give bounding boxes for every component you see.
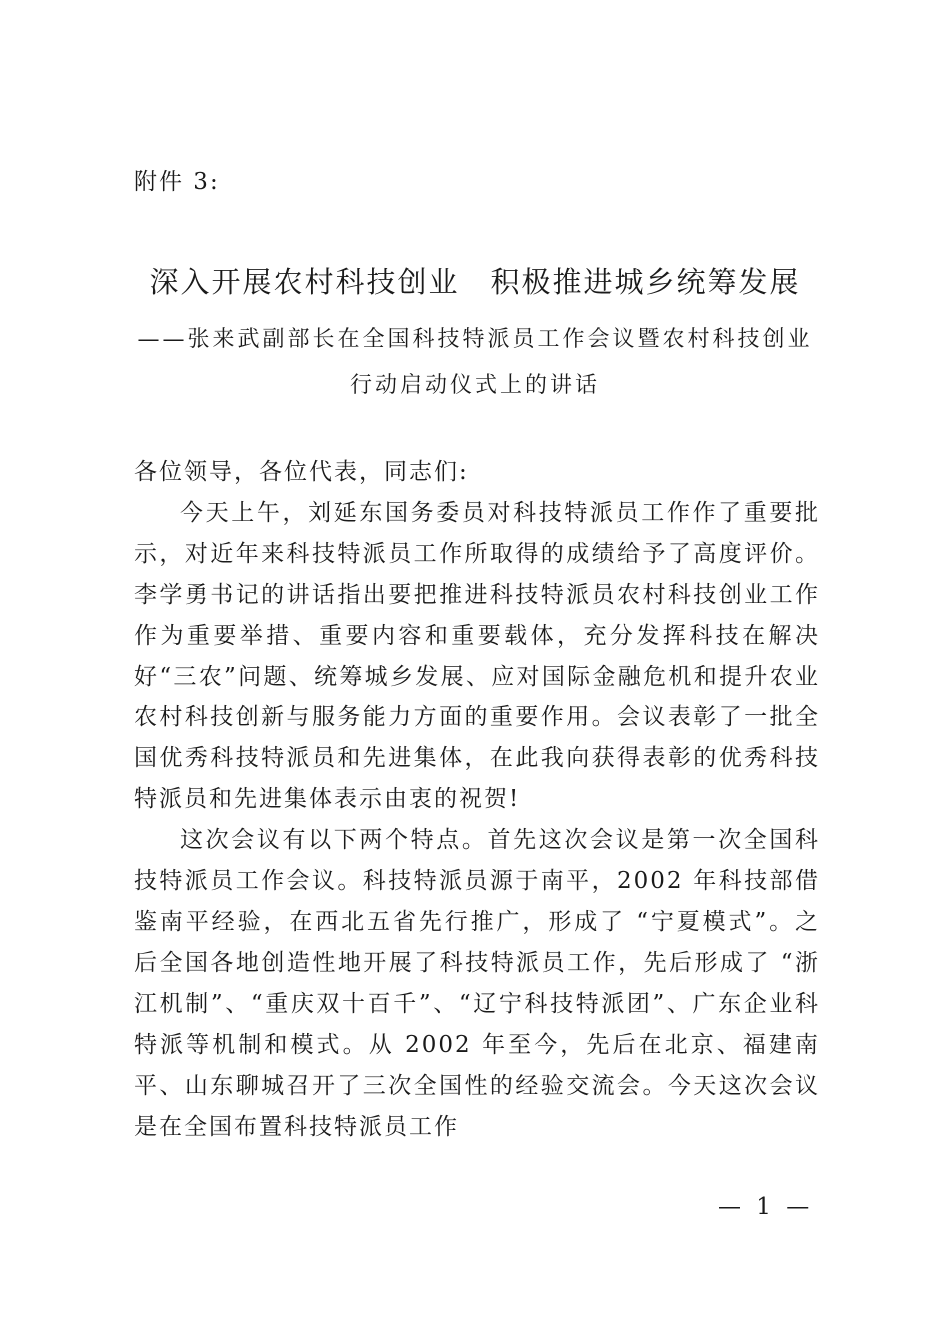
page-number: — 1 — (718, 1194, 814, 1220)
document-title: 深入开展农村科技创业 积极推进城乡统筹发展 (149, 265, 801, 299)
document-subtitle-line-1: ——张来武副部长在全国科技特派员工作会议暨农村科技创业 (137, 327, 813, 352)
attachment-label: 附件 3: (134, 169, 220, 195)
document-body (134, 452, 820, 1147)
document-subtitle-line-2: 行动启动仪式上的讲话 (349, 373, 600, 398)
salutation: 各位领导，各位代表，同志们: (134, 459, 469, 485)
body-paragraph: 这次会议有以下两个特点。首先这次会议是第一次全国科技特派员工作会议。科技特派员源于南平，2002 年科技部借鉴南平经验，在西北五省先行推广，形成了 “宁夏模式”。之后全国各地创造性地开展了科技特派员工作，先后形成了 “浙江机制”、“重庆双十百千”、“辽宁科技特派团”、广东企业科特派等机制和模式。从 2002 年至今，先后在北京、福建南平、山东聊城召开了三次全国性的经验交流会。今天这次会议是在全国布置科技特派员工作 (134, 827, 820, 1140)
body-paragraph: 今天上午，刘延东国务委员对科技特派员工作作了重要批示，对近年来科技特派员工作所取得的成绩给予了高度评价。李学勇书记的讲话指出要把推进科技特派员农村科技创业工作作为重要举措、重要内容和重要载体，充分发挥科技在解决好“三农”问题、统筹城乡发展、应对国际金融危机和提升农业农村科技创新与服务能力方面的重要作用。会议表彰了一批全国优秀科技特派员和先进集体，在此我向获得表彰的优秀科技特派员和先进集体表示由衷的祝贺! (134, 499, 820, 813)
